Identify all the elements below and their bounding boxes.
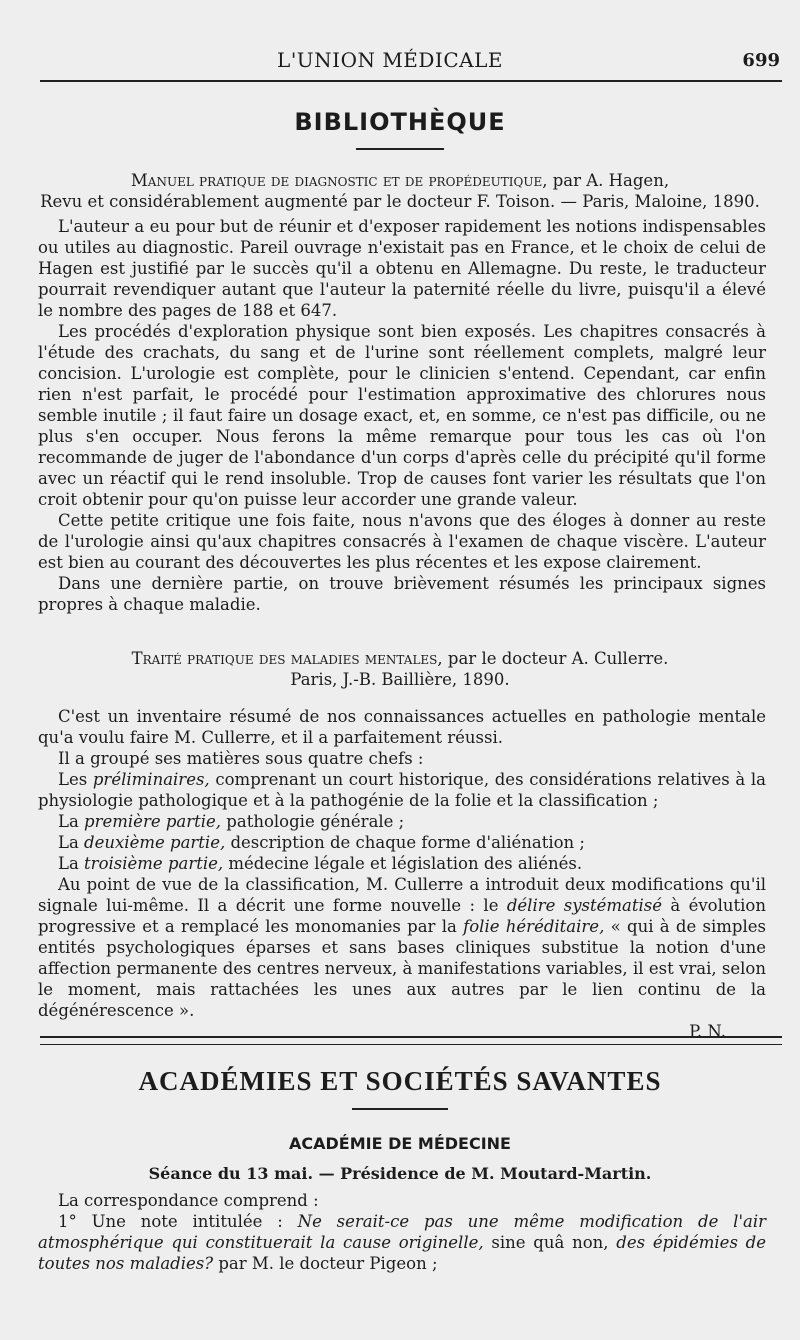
review1-reference (38, 170, 762, 212)
signature: P. N. (689, 1022, 726, 1041)
academies-body (38, 1190, 766, 1274)
title-underline (356, 148, 444, 150)
section-title-bibliotheque: BIBLIOTHÈQUE (294, 108, 506, 136)
list-item: La première partie, pathologie générale ; (58, 812, 405, 831)
review2-book-author: par le docteur A. Cullerre. (447, 649, 669, 668)
list-item: La deuxième partie, description de chaque forme d'aliénation ; (58, 833, 585, 852)
paragraph: Les procédés d'exploration physique sont bien exposés. Les chapitres consacrés à l'étude des crachats, du sang et de l'urine sont réellement complets, malgré leur concision. L'urologie est complète, pour le clinicien s'entend. Cependant, car enfin rien n'est parfait, le procédé pour l'estimation approximative des chlorures nous semble inutile ; il faut faire un dosage exact, et, en somme, ce n'est pas difficile, ou ne plus s'en occuper. Nous ferons la même remarque pour tous les cas où l'on recommande de juger de l'abondance d'un corps d'après celle du précipité qu'il forme avec un réactif qui le rend insoluble. Trop de causes font varier les résultats que l'on croit obtenir pour qu'on puisse leur accorder une grande valeur. (38, 322, 766, 509)
paragraph: 1° Une note intitulée : Ne serait-ce pas une même modification de l'air atmosphérique qui constituerait la cause originelle, sine quâ non, des épidémies de toutes nos maladies? par M. le docteur Pigeon ; (38, 1212, 766, 1273)
section-title-academies: ACADÉMIES ET SOCIÉTÉS SAVANTES (138, 1066, 662, 1096)
review2-reference (38, 648, 762, 690)
page-number: 699 (742, 50, 780, 71)
paragraph: La correspondance comprend : (58, 1191, 319, 1210)
list-item: La troisième partie, médecine légale et législation des aliénés. (58, 854, 583, 873)
header-rule (40, 80, 782, 82)
review2-book-title: Traité pratique des maladies mentales, (131, 649, 443, 668)
review2-body (38, 706, 766, 1042)
section-divider (40, 1036, 782, 1045)
paragraph: C'est un inventaire résumé de nos connaissances actuelles en pathologie mentale qu'a voulu faire M. Cullerre, et il a parfaitement réussi. (38, 707, 766, 747)
seance-line: Séance du 13 mai. — Présidence de M. Moutard-Martin. (148, 1164, 652, 1183)
paragraph: Cette petite critique une fois faite, nous n'avons que des éloges à donner au reste de l'urologie ainsi qu'aux chapitres consacrés à l'examen de chaque viscère. L'auteur est bien au courant des découvertes les plus récentes et les expose clairement. (38, 511, 766, 572)
paragraph: Dans une dernière partie, on trouve brièvement résumés les principaux signes propres à chaque maladie. (38, 574, 766, 614)
list-item: Les préliminaires, comprenant un court historique, des considérations relatives à la physiologie pathologique et à la pathogénie de la folie et la classification ; (38, 770, 766, 810)
paragraph: Au point de vue de la classification, M. Cullerre a introduit deux modifications qu'il signale lui-même. Il a décrit une forme nouvelle : le délire systématisé à évolution progressive et a remplacé les monomanies par la folie héréditaire, « qui à de simples entités psychologiques éparses et sans bases cliniques substitue la notion d'une affection permanente des centres nerveux, à manifestations variables, il est vrai, selon le moment, mais rattachées les unes aux autres par le lien continu de la dégénérescence ». (38, 875, 766, 1020)
title-underline (352, 1108, 448, 1110)
review1-book-author: par A. Hagen, (552, 171, 670, 190)
paragraph: L'auteur a eu pour but de réunir et d'exposer rapidement les notions indispensables ou utiles au diagnostic. Pareil ouvrage n'existait pas en France, et le choix de celui de Hagen est justifié par le succès qu'il a obtenu en Allemagne. Du reste, le traducteur pourrait revendiquer autant que l'auteur la paternité réelle du livre, puisqu'il a élevé le nombre des pages de 188 et 647. (38, 217, 766, 320)
review1-body (38, 216, 766, 615)
subsection-title: ACADÉMIE DE MÉDECINE (289, 1134, 511, 1153)
review1-book-publication: Revu et considérablement augmenté par le docteur F. Toison. — Paris, Maloine, 1890. (40, 192, 760, 211)
review2-book-publication: Paris, J.-B. Baillière, 1890. (290, 670, 510, 689)
journal-title: L'UNION MÉDICALE (277, 48, 503, 72)
review1-book-title: Manuel pratique de diagnostic et de propédeutique, (130, 171, 548, 190)
running-head (40, 44, 780, 78)
paragraph: Il a groupé ses matières sous quatre chefs : (58, 749, 424, 768)
